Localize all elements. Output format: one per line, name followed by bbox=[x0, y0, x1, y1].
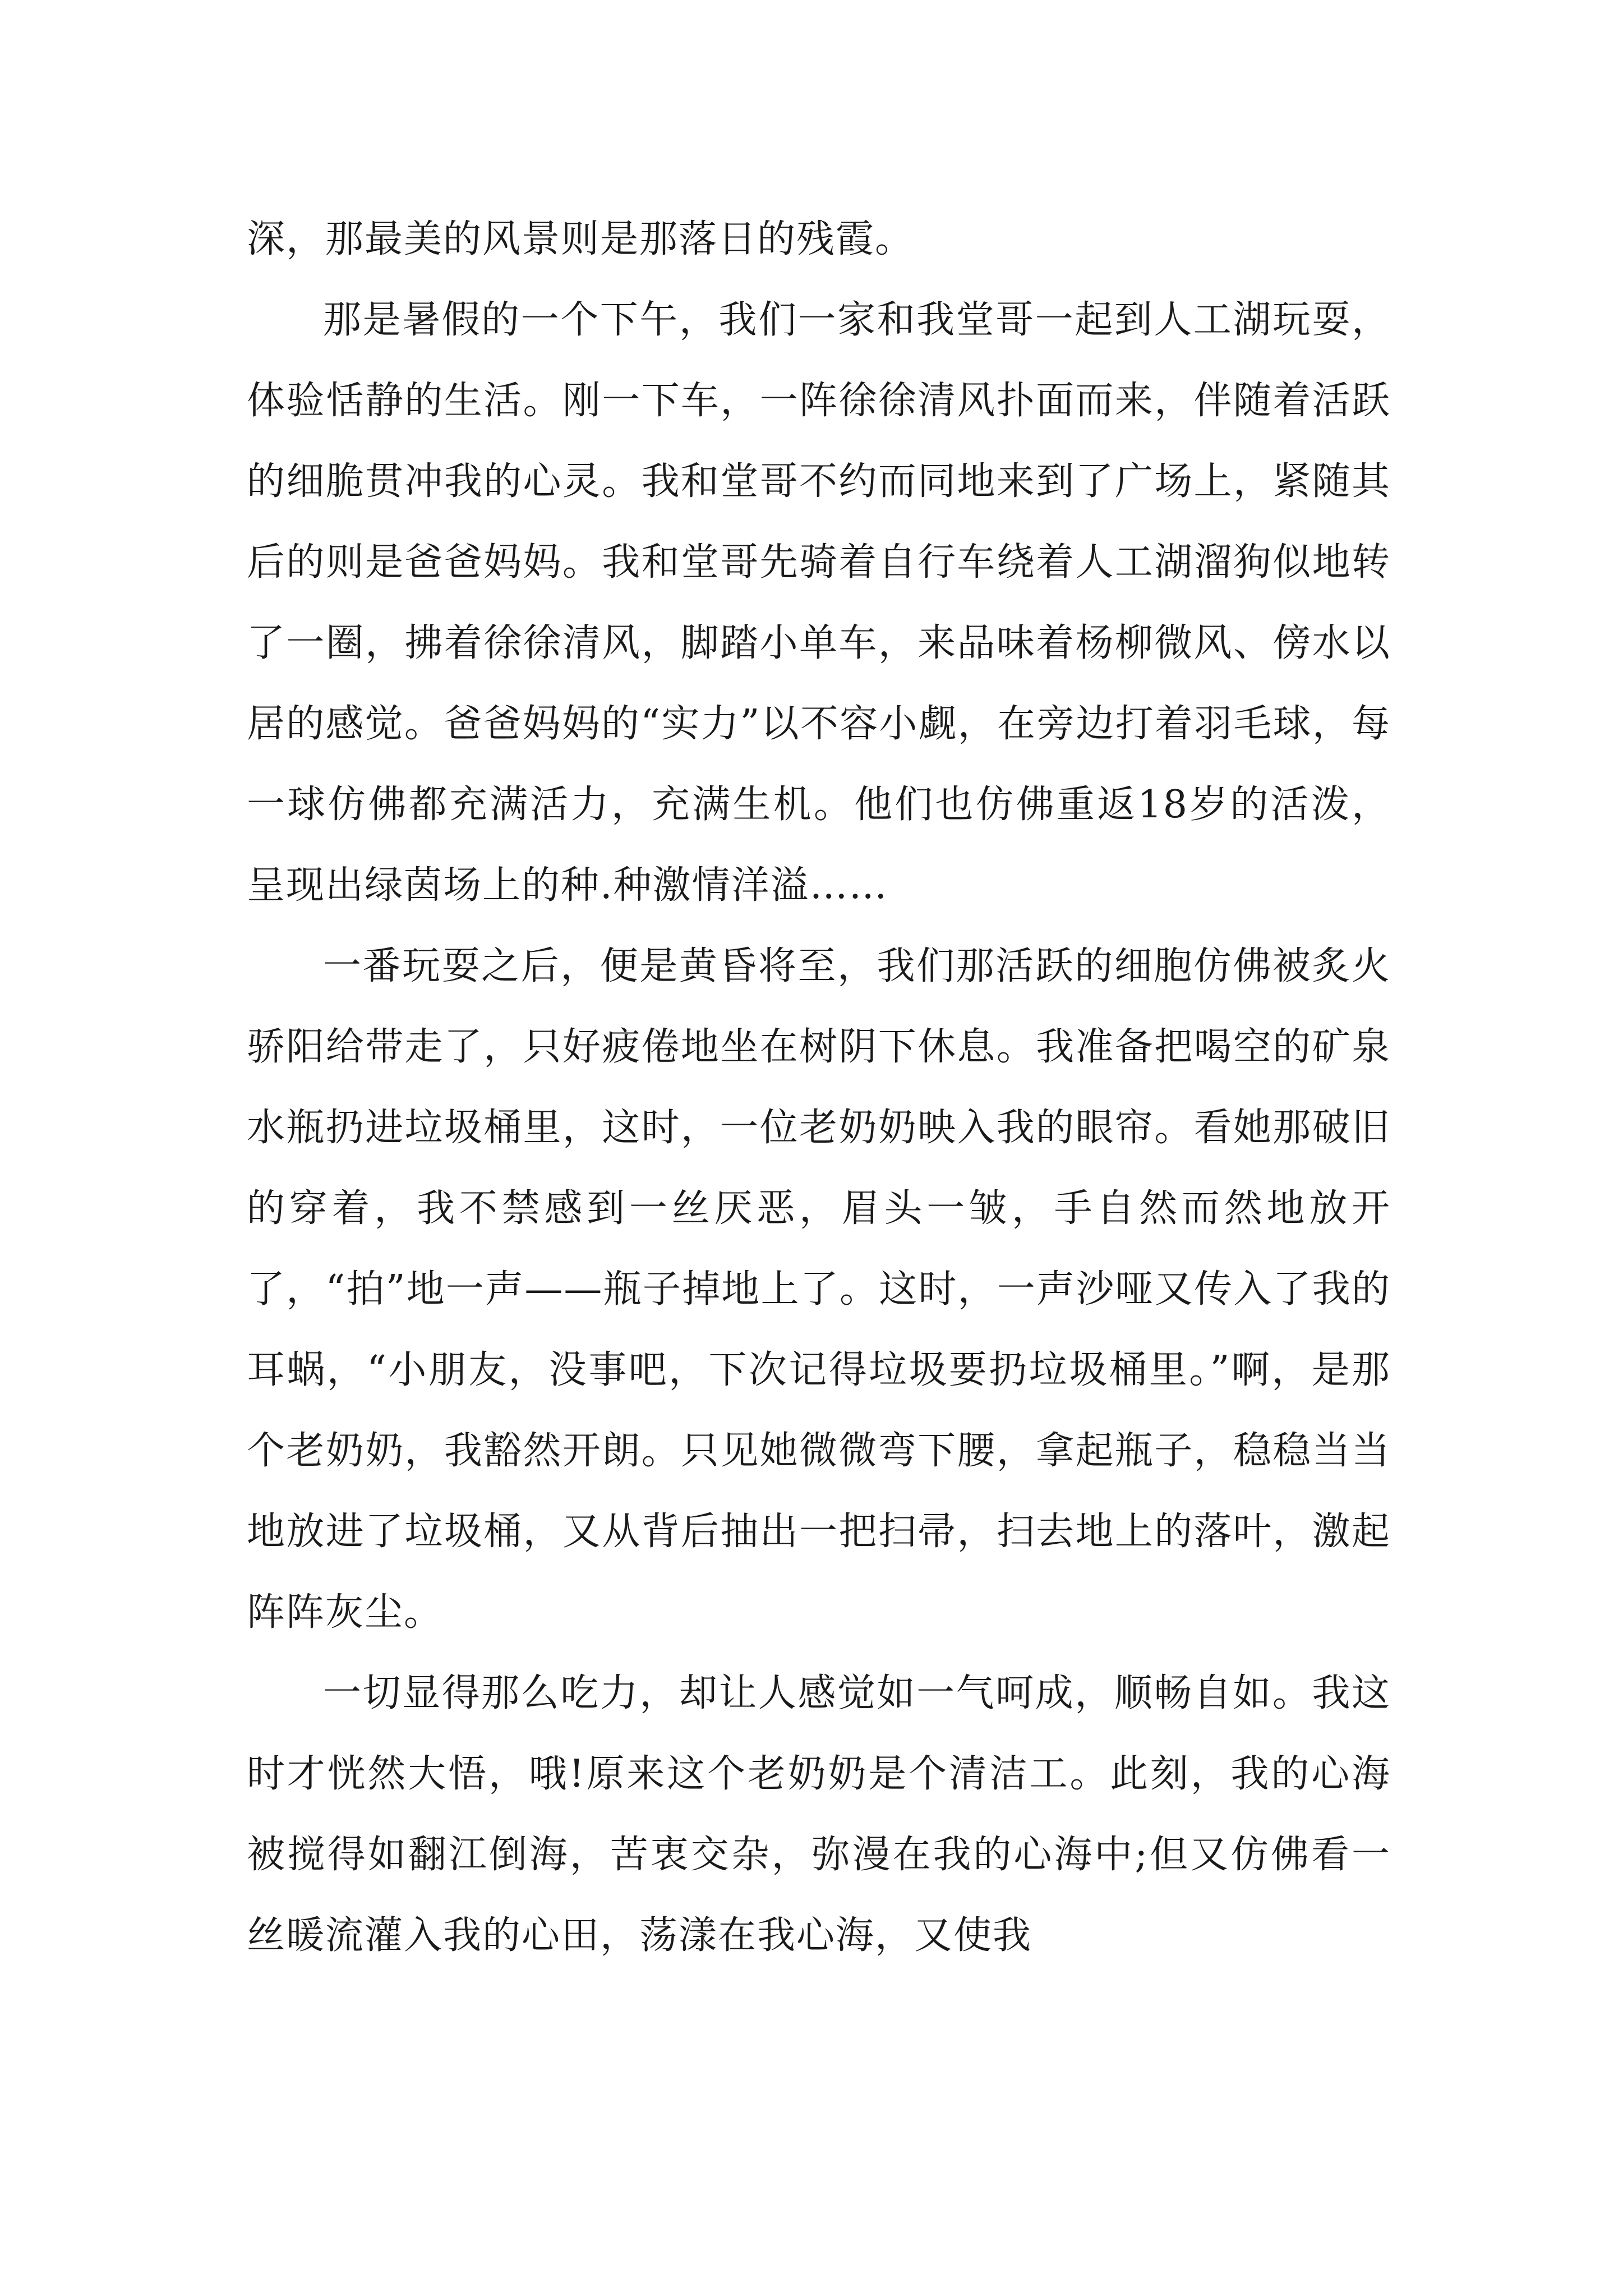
paragraph-4: 一切显得那么吃力，却让人感觉如一气呵成，顺畅自如。我这时才恍然大悟，哦!原来这个老奶奶是个清洁工。此刻，我的心海被搅得如翻江倒海，苦衷交杂，弥漫在我的心海中;但又仿佛看一丝暖流灌入我的心田，荡漾在我心海，又使我 bbox=[247, 1671, 1391, 1958]
paragraph-3: 一番玩耍之后，便是黄昏将至，我们那活跃的细胞仿佛被炙火骄阳给带走了，只好疲倦地坐在树阴下休息。我准备把喝空的矿泉水瓶扔进垃圾桶里，这时，一位老奶奶映入我的眼帘。看她那破旧的穿着，我不禁感到一丝厌恶，眉头一皱，手自然而然地放开了，“拍”地一声——瓶子掉地上了。这时，一声沙哑又传入了我的耳蜗，“小朋友，没事吧，下次记得垃圾要扔垃圾桶里。”啊，是那个老奶奶，我豁然开朗。只见她微微弯下腰，拿起瓶子，稳稳当当地放进了垃圾桶，又从背后抽出一把扫帚，扫去地上的落叶，激起阵阵灰尘。 bbox=[247, 944, 1391, 1635]
paragraph-1: 深，那最美的风景则是那落日的残霞。 bbox=[247, 217, 915, 261]
paragraph-2: 那是暑假的一个下午，我们一家和我堂哥一起到人工湖玩耍，体验恬静的生活。刚一下车，一阵徐徐清风扑面而来，伴随着活跃的细脆贯冲我的心灵。我和堂哥不约而同地来到了广场上，紧随其后的则是爸爸妈妈。我和堂哥先骑着自行车绕着人工湖溜狗似地转了一圈，拂着徐徐清风，脚踏小单车，来品味着杨柳微风、傍水以居的感觉。爸爸妈妈的“实力”以不容小觑，在旁边打着羽毛球，每一球仿佛都充满活力，充满生机。他们也仿佛重返18岁的活泼，呈现出绿茵场上的种.种激情洋溢…… bbox=[247, 298, 1391, 908]
document-body bbox=[247, 199, 1391, 1976]
